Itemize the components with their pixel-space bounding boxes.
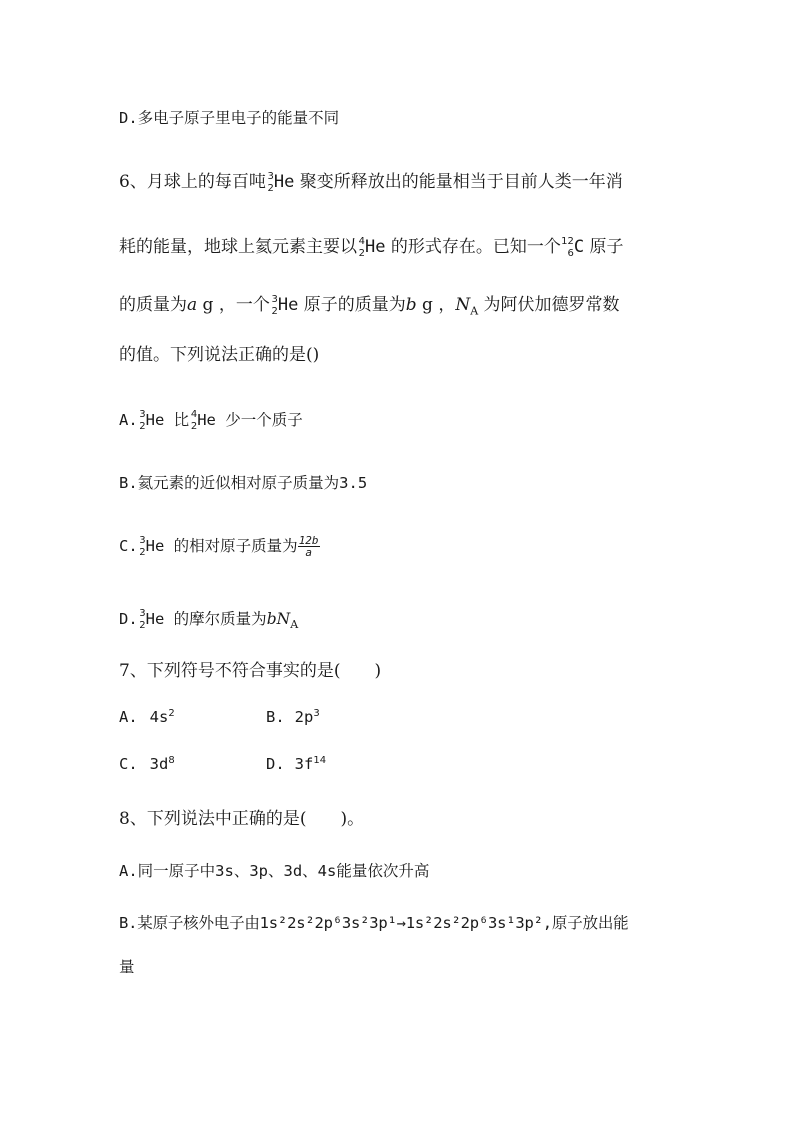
text: 比 <box>164 411 190 429</box>
q6-line-4 <box>119 344 319 366</box>
element-symbol: He <box>145 537 165 555</box>
isotope-he3 <box>138 607 146 631</box>
option-label: D. <box>266 755 285 773</box>
denominator: a <box>305 546 312 559</box>
q8-option-b <box>119 912 628 934</box>
variable-b: b <box>266 610 277 628</box>
variable-b: b <box>405 295 417 315</box>
q7-options-row-1 <box>119 706 175 728</box>
option-label: A. <box>119 411 138 429</box>
option-text: D.多电子原子里电子的能量不同 <box>119 109 340 127</box>
option-label: B. <box>266 708 285 726</box>
avogadro-subscript: A <box>470 304 479 318</box>
option-text: A.同一原子中3s、3p、3d、4s能量依次升高 <box>119 862 430 880</box>
orbital: 4s <box>149 708 169 726</box>
element-symbol: He <box>197 411 216 429</box>
q8-option-a <box>119 860 429 882</box>
q6-option-b <box>119 472 367 494</box>
mass-number: 12 <box>561 235 574 247</box>
numerator: 12b <box>298 534 319 547</box>
atomic-number: 2 <box>271 305 278 317</box>
variable-a: a <box>187 295 198 315</box>
text: 少一个质子 <box>215 411 303 429</box>
option-text: 量 <box>119 958 135 976</box>
atomic-number: 2 <box>358 247 365 259</box>
avogadro-symbol: N <box>276 610 291 628</box>
question-stem: 7、下列符号不符合事实的是( ) <box>119 661 382 681</box>
option-label: C. <box>119 755 138 773</box>
isotope-he4 <box>357 235 365 259</box>
text: 原子 <box>584 237 624 257</box>
avogadro-symbol: N <box>455 295 471 315</box>
element-symbol: He <box>145 610 165 628</box>
orbital: 3d <box>149 755 169 773</box>
mass-number: 4 <box>190 408 198 420</box>
option-text: B.某原子核外电子由 <box>119 914 260 932</box>
text: 的相对原子质量为 <box>164 537 298 555</box>
isotope-he3 <box>270 293 278 317</box>
mass-number: 3 <box>139 607 146 619</box>
electron-config-1: 1s²2s²2p⁶3s²3p¹ <box>259 914 397 932</box>
orbital: 3f <box>294 755 314 773</box>
mass-number: 3 <box>267 170 274 182</box>
isotope-c12 <box>561 235 574 259</box>
element-symbol: He <box>277 295 299 315</box>
text: 6、月球上的每百吨 <box>119 172 266 192</box>
q7-option-a <box>119 708 175 726</box>
q7-option-b <box>266 706 320 728</box>
atomic-number: 2 <box>139 546 146 558</box>
option-label: A. <box>119 708 138 726</box>
orbital: 2p <box>294 708 314 726</box>
q6-line-2 <box>119 236 624 258</box>
element-symbol: C <box>573 237 585 257</box>
isotope-he4 <box>189 408 198 432</box>
option-label: D. <box>119 610 138 628</box>
option-d-q5 <box>119 107 339 129</box>
electron-count: 8 <box>168 754 175 766</box>
q8-stem <box>119 808 364 830</box>
option-label: C. <box>119 537 138 555</box>
q6-option-c <box>119 535 320 558</box>
electron-count: 14 <box>313 754 327 766</box>
electron-config-2: 1s²2s²2p⁶3s¹3p² <box>405 914 543 932</box>
text: 的形式存在。已知一个 <box>385 237 561 257</box>
isotope-he3 <box>138 534 146 558</box>
question-stem-end: 的值。下列说法正确的是() <box>119 345 320 365</box>
text: 为阿伏加德罗常数 <box>478 295 620 315</box>
q6-option-d <box>119 608 298 630</box>
text: 耗的能量，地球上氦元素主要以 <box>119 237 357 257</box>
q6-line-3 <box>119 294 620 316</box>
element-symbol: He <box>273 172 295 192</box>
q6-line-1 <box>119 171 623 193</box>
q7-option-c <box>119 753 175 775</box>
isotope-he3 <box>138 408 146 432</box>
text: g ， <box>416 295 456 315</box>
atomic-number: 2 <box>267 182 274 194</box>
atomic-number: 2 <box>139 619 146 631</box>
text: 聚变所释放出的能量相当于目前人类一年消 <box>294 172 623 192</box>
q7-stem <box>119 660 381 682</box>
q6-option-a <box>119 409 303 431</box>
q8-option-b-wrap <box>119 956 135 978</box>
electron-count: 3 <box>313 707 320 719</box>
mass-number: 3 <box>139 408 146 420</box>
avogadro-subscript: A <box>290 618 299 632</box>
text: 原子的质量为 <box>298 295 406 315</box>
question-stem: 8、下列说法中正确的是( )。 <box>119 809 365 829</box>
atomic-number: 6 <box>567 247 574 259</box>
q7-option-d <box>266 753 326 775</box>
option-text: B.氦元素的近似相对原子质量为3.5 <box>119 474 368 492</box>
text: 的摩尔质量为 <box>164 610 267 628</box>
text: 的质量为 <box>119 295 187 315</box>
mass-number: 3 <box>271 293 278 305</box>
electron-count: 2 <box>168 707 175 719</box>
arrow-icon: → <box>396 914 406 932</box>
element-symbol: He <box>365 237 386 257</box>
atomic-number: 2 <box>190 420 198 432</box>
atomic-number: 2 <box>139 420 146 432</box>
option-text: ,原子放出能 <box>542 914 629 932</box>
text: g ，一个 <box>197 295 270 315</box>
fraction <box>298 535 320 558</box>
mass-number: 4 <box>358 235 365 247</box>
mass-number: 3 <box>139 534 146 546</box>
element-symbol: He <box>145 411 165 429</box>
isotope-he3 <box>266 170 274 194</box>
